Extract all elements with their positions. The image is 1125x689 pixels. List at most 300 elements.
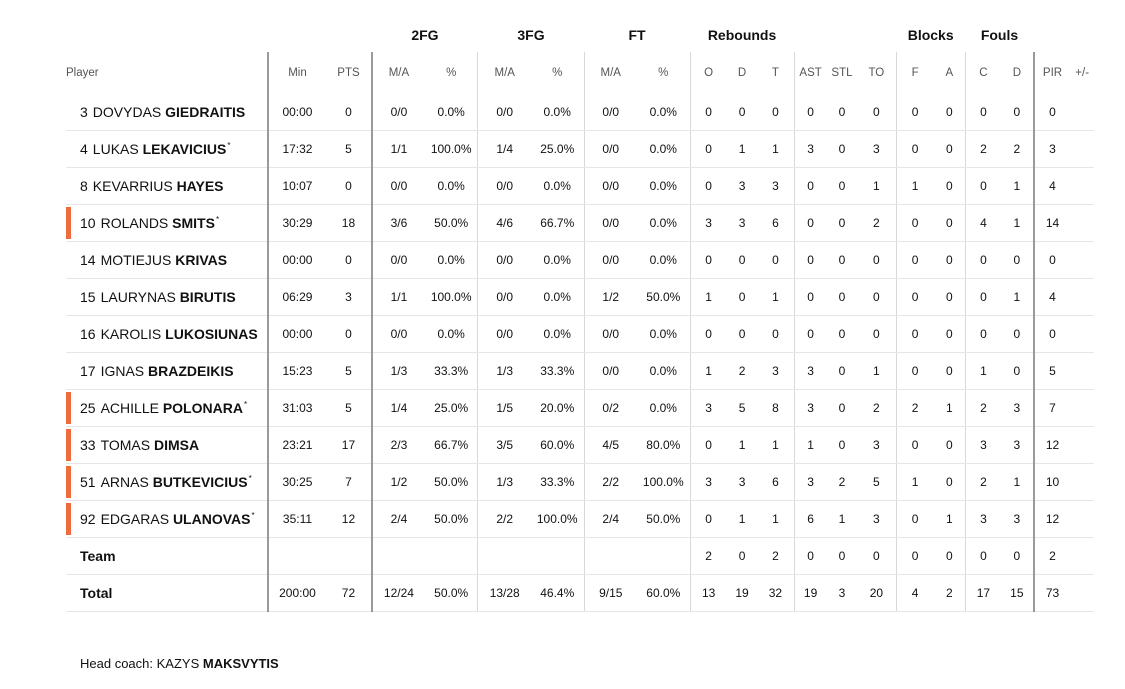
stat-fd: 1 — [1001, 464, 1034, 501]
stat-pir: 73 — [1034, 575, 1071, 612]
stat-fg3: 13/28 — [478, 575, 531, 612]
stat-ft: 0/0 — [584, 316, 637, 353]
stat-fg3: 1/3 — [478, 353, 531, 390]
stat-pts: 5 — [326, 390, 372, 427]
stat-fg3p: 100.0% — [531, 501, 584, 538]
stat-ftp: 50.0% — [637, 279, 690, 316]
player-name-cell — [66, 168, 268, 205]
stat-ast: 3 — [794, 390, 827, 427]
player-first-name: LUKAS — [92, 141, 139, 157]
stat-to: 0 — [857, 242, 896, 279]
starter-mark: * — [251, 511, 255, 521]
stat-pm — [1070, 575, 1094, 612]
player-row — [66, 316, 1094, 353]
stat-fg3p — [531, 538, 584, 575]
stat-fg3p: 0.0% — [531, 316, 584, 353]
stat-fg2p: 50.0% — [425, 205, 478, 242]
stat-stl: 1 — [827, 501, 858, 538]
stat-fg3p: 0.0% — [531, 168, 584, 205]
stat-fc: 0 — [965, 538, 1001, 575]
stat-ast: 1 — [794, 427, 827, 464]
stat-fg2p: 50.0% — [425, 464, 478, 501]
player-name-cell — [66, 205, 268, 242]
stat-fd: 0 — [1001, 538, 1034, 575]
stat-bf: 0 — [896, 94, 934, 131]
stat-fg3p: 46.4% — [531, 575, 584, 612]
stat-t: 8 — [757, 390, 794, 427]
stat-ba: 1 — [934, 501, 966, 538]
stat-fg2: 2/4 — [372, 501, 425, 538]
stat-fg3: 0/0 — [478, 316, 531, 353]
stat-fg3: 2/2 — [478, 501, 531, 538]
stat-fd: 3 — [1001, 501, 1034, 538]
stat-min: 00:00 — [268, 316, 326, 353]
player-first-name: TOMAS — [100, 437, 151, 453]
player-last-name: DIMSA — [154, 437, 200, 453]
player-first-name: EDGARAS — [100, 511, 170, 527]
stat-fg3: 0/0 — [478, 168, 531, 205]
group-2fg: 2FG — [411, 27, 439, 43]
stat-pir: 12 — [1034, 427, 1071, 464]
stat-d: 3 — [727, 464, 758, 501]
stat-o: 0 — [690, 94, 727, 131]
stat-stl: 0 — [827, 538, 858, 575]
stat-fd: 0 — [1001, 94, 1034, 131]
col-3fg-pct: % — [552, 67, 563, 79]
stat-min: 00:00 — [268, 94, 326, 131]
stat-pir: 0 — [1034, 94, 1071, 131]
stat-ba: 0 — [934, 427, 966, 464]
stat-stl: 0 — [827, 353, 858, 390]
stat-ftp: 0.0% — [637, 353, 690, 390]
player-name-cell — [66, 94, 268, 131]
stat-min: 200:00 — [268, 575, 326, 612]
stat-ba: 0 — [934, 316, 966, 353]
stat-fg3: 3/5 — [478, 427, 531, 464]
stat-d: 2 — [727, 353, 758, 390]
col-stl: STL — [831, 67, 853, 79]
stat-fg2: 0/0 — [372, 94, 425, 131]
stat-min: 10:07 — [268, 168, 326, 205]
stat-stl: 0 — [827, 205, 858, 242]
stat-pts: 3 — [326, 279, 372, 316]
stat-fd: 1 — [1001, 205, 1034, 242]
stat-ftp: 0.0% — [637, 205, 690, 242]
stat-o: 0 — [690, 427, 727, 464]
stat-fg2: 1/2 — [372, 464, 425, 501]
player-name-cell — [66, 427, 268, 464]
stat-d: 3 — [727, 168, 758, 205]
stat-stl: 0 — [827, 279, 858, 316]
stat-ftp: 0.0% — [637, 131, 690, 168]
stat-bf: 2 — [896, 390, 934, 427]
stat-d: 1 — [727, 427, 758, 464]
stat-ftp: 0.0% — [637, 390, 690, 427]
stat-fg2p: 66.7% — [425, 427, 478, 464]
stat-fg2: 1/3 — [372, 353, 425, 390]
stat-ba: 0 — [934, 279, 966, 316]
stat-pts: 18 — [326, 205, 372, 242]
stat-fg3: 1/3 — [478, 464, 531, 501]
player-number: 8 — [80, 178, 88, 194]
stat-bf: 0 — [896, 353, 934, 390]
stat-pir: 12 — [1034, 501, 1071, 538]
stat-fc: 2 — [965, 464, 1001, 501]
stat-bf: 0 — [896, 316, 934, 353]
stat-stl: 0 — [827, 427, 858, 464]
stat-fg2p: 0.0% — [425, 242, 478, 279]
stat-to: 2 — [857, 205, 896, 242]
head-coach — [80, 656, 279, 671]
stat-min: 06:29 — [268, 279, 326, 316]
stat-ast: 0 — [794, 538, 827, 575]
stat-ftp: 100.0% — [637, 464, 690, 501]
player-number: 25 — [80, 400, 96, 416]
player-last-name: HAYES — [176, 178, 224, 194]
stat-ftp: 0.0% — [637, 316, 690, 353]
stat-pm — [1070, 538, 1094, 575]
stat-ftp: 0.0% — [637, 168, 690, 205]
stat-bf: 4 — [896, 575, 934, 612]
stat-t: 32 — [757, 575, 794, 612]
stat-ft: 2/4 — [584, 501, 637, 538]
stat-t: 6 — [757, 464, 794, 501]
player-number: 15 — [80, 289, 96, 305]
stat-stl: 0 — [827, 390, 858, 427]
stat-fg3p: 20.0% — [531, 390, 584, 427]
stat-pm — [1070, 131, 1094, 168]
col-2fg-pct: % — [446, 67, 457, 79]
stat-ft: 2/2 — [584, 464, 637, 501]
player-first-name: ROLANDS — [100, 215, 169, 231]
player-number: 17 — [80, 363, 96, 379]
stat-fg2: 3/6 — [372, 205, 425, 242]
stat-fg3: 1/4 — [478, 131, 531, 168]
stat-pts: 0 — [326, 316, 372, 353]
stat-o: 3 — [690, 464, 727, 501]
stat-o: 1 — [690, 353, 727, 390]
stat-ast: 3 — [794, 131, 827, 168]
col-reb-o: O — [690, 52, 727, 94]
stat-fg3p: 0.0% — [531, 279, 584, 316]
player-name-cell — [66, 390, 268, 427]
stat-min: 15:23 — [268, 353, 326, 390]
stat-fg2p: 100.0% — [425, 279, 478, 316]
player-last-name: GIEDRAITIS — [165, 104, 246, 120]
group-ft: FT — [628, 27, 646, 43]
col-reb-t: T — [771, 67, 779, 79]
col-min: Min — [268, 52, 326, 94]
stat-fg3p: 33.3% — [531, 353, 584, 390]
stat-stl: 0 — [827, 94, 858, 131]
stat-ba: 0 — [934, 242, 966, 279]
starter-mark: * — [215, 215, 220, 225]
player-number: 3 — [80, 104, 88, 120]
stat-ft: 0/0 — [584, 205, 637, 242]
stat-min — [268, 538, 326, 575]
player-row — [66, 205, 1094, 242]
stat-o: 0 — [690, 316, 727, 353]
stat-fg2: 1/4 — [372, 390, 425, 427]
stat-d: 3 — [727, 205, 758, 242]
stat-ft — [584, 538, 637, 575]
stat-pir: 5 — [1034, 353, 1071, 390]
stat-d: 5 — [727, 390, 758, 427]
stat-ast: 3 — [794, 464, 827, 501]
stat-fg2 — [372, 538, 425, 575]
stat-pm — [1070, 464, 1094, 501]
stat-ftp: 50.0% — [637, 501, 690, 538]
stat-pts: 17 — [326, 427, 372, 464]
player-name-cell — [66, 131, 268, 168]
stat-fg3: 0/0 — [478, 242, 531, 279]
stat-ft: 0/0 — [584, 168, 637, 205]
player-first-name: DOVYDAS — [92, 104, 162, 120]
stat-pm — [1070, 242, 1094, 279]
stat-pir: 3 — [1034, 131, 1071, 168]
stat-d: 0 — [727, 316, 758, 353]
stat-fd: 1 — [1001, 279, 1034, 316]
stat-fg2: 0/0 — [372, 242, 425, 279]
stat-min: 30:29 — [268, 205, 326, 242]
stat-pm — [1070, 353, 1094, 390]
stat-fg2p: 0.0% — [425, 168, 478, 205]
player-row — [66, 279, 1094, 316]
player-name-cell — [66, 242, 268, 279]
stat-to: 20 — [857, 575, 896, 612]
player-row — [66, 131, 1094, 168]
col-reb-d: D — [737, 67, 747, 79]
stat-to: 0 — [857, 538, 896, 575]
stat-fg2p: 50.0% — [425, 575, 478, 612]
stat-fg3p: 33.3% — [531, 464, 584, 501]
stat-fg2: 0/0 — [372, 168, 425, 205]
boxscore-body — [66, 94, 1094, 612]
col-2fg-ma: M/A — [372, 52, 425, 94]
stat-ft: 0/0 — [584, 242, 637, 279]
stat-d: 0 — [727, 279, 758, 316]
stat-pm — [1070, 205, 1094, 242]
group-header-row — [66, 18, 1094, 52]
group-3fg: 3FG — [517, 27, 545, 43]
boxscore-table — [66, 18, 1094, 612]
stat-ft: 4/5 — [584, 427, 637, 464]
player-name-cell — [66, 279, 268, 316]
stat-pir: 14 — [1034, 205, 1071, 242]
stat-min: 17:32 — [268, 131, 326, 168]
stat-pts: 0 — [326, 168, 372, 205]
stat-o: 0 — [690, 131, 727, 168]
player-name-cell — [66, 316, 268, 353]
stat-min: 35:11 — [268, 501, 326, 538]
col-ft-ma: M/A — [584, 52, 637, 94]
stat-to: 3 — [857, 427, 896, 464]
player-last-name: POLONARA — [162, 400, 243, 416]
total-row-label: Total — [66, 575, 268, 612]
stat-pm — [1070, 94, 1094, 131]
stat-to: 1 — [857, 353, 896, 390]
column-header-row — [66, 52, 1094, 94]
stat-stl: 0 — [827, 316, 858, 353]
stat-d: 19 — [727, 575, 758, 612]
stat-o: 3 — [690, 205, 727, 242]
stat-ba: 0 — [934, 538, 966, 575]
stat-t: 6 — [757, 205, 794, 242]
stat-pm — [1070, 427, 1094, 464]
stat-d: 0 — [727, 94, 758, 131]
stat-min: 30:25 — [268, 464, 326, 501]
player-last-name: LEKAVICIUS — [142, 141, 227, 157]
stat-pts — [326, 538, 372, 575]
player-number: 92 — [80, 511, 96, 527]
stat-to: 0 — [857, 94, 896, 131]
stat-fg2p: 100.0% — [425, 131, 478, 168]
stat-fg3p: 0.0% — [531, 94, 584, 131]
stat-bf: 0 — [896, 242, 934, 279]
stat-fd: 3 — [1001, 427, 1034, 464]
col-to: TO — [868, 67, 885, 79]
player-first-name: IGNAS — [100, 363, 145, 379]
stat-ast: 3 — [794, 353, 827, 390]
player-row — [66, 168, 1094, 205]
stat-ft: 1/2 — [584, 279, 637, 316]
head-coach-last: MAKSVYTIS — [202, 656, 279, 671]
stat-fg2p: 33.3% — [425, 353, 478, 390]
stat-pm — [1070, 501, 1094, 538]
stat-ftp — [637, 538, 690, 575]
stat-fc: 0 — [965, 94, 1001, 131]
stat-fd: 0 — [1001, 353, 1034, 390]
player-row — [66, 390, 1094, 427]
stat-pts: 0 — [326, 94, 372, 131]
stat-o: 1 — [690, 279, 727, 316]
player-last-name: SMITS — [172, 215, 215, 231]
stat-pts: 0 — [326, 242, 372, 279]
player-last-name: BUTKEVICIUS — [152, 474, 248, 490]
stat-pts: 7 — [326, 464, 372, 501]
stat-fg3p: 25.0% — [531, 131, 584, 168]
stat-fg3p: 66.7% — [531, 205, 584, 242]
stat-fc: 4 — [965, 205, 1001, 242]
stat-pm — [1070, 316, 1094, 353]
player-last-name: BRAZDEIKIS — [148, 363, 234, 379]
col-blk-a: A — [945, 67, 954, 79]
starter-mark: * — [243, 400, 248, 410]
stat-t: 1 — [757, 427, 794, 464]
player-last-name: BIRUTIS — [179, 289, 236, 305]
stat-t: 0 — [757, 242, 794, 279]
stat-pm — [1070, 390, 1094, 427]
stat-ft: 0/2 — [584, 390, 637, 427]
stat-ast: 19 — [794, 575, 827, 612]
stat-pir: 2 — [1034, 538, 1071, 575]
stat-d: 1 — [727, 131, 758, 168]
player-number: 4 — [80, 141, 88, 157]
stat-fc: 0 — [965, 168, 1001, 205]
group-rebounds: Rebounds — [707, 27, 777, 43]
stat-ba: 0 — [934, 205, 966, 242]
head-coach-first: KAZYS — [156, 656, 200, 671]
stat-ftp: 60.0% — [637, 575, 690, 612]
stat-ft: 0/0 — [584, 353, 637, 390]
stat-t: 3 — [757, 353, 794, 390]
stat-bf: 0 — [896, 538, 934, 575]
boxscore-container — [66, 18, 1094, 612]
stat-d: 0 — [727, 538, 758, 575]
stat-o: 2 — [690, 538, 727, 575]
player-number: 14 — [80, 252, 96, 268]
stat-to: 5 — [857, 464, 896, 501]
player-last-name: ULANOVAS — [172, 511, 251, 527]
stat-to: 3 — [857, 501, 896, 538]
player-name-cell — [66, 353, 268, 390]
player-row — [66, 353, 1094, 390]
stat-o: 0 — [690, 242, 727, 279]
player-row — [66, 242, 1094, 279]
total-row — [66, 575, 1094, 612]
stat-bf: 0 — [896, 501, 934, 538]
stat-min: 00:00 — [268, 242, 326, 279]
player-first-name: KAROLIS — [100, 326, 162, 342]
group-blocks: Blocks — [907, 27, 954, 43]
stat-pts: 5 — [326, 131, 372, 168]
stat-d: 0 — [727, 242, 758, 279]
col-ft-pct: % — [658, 67, 669, 79]
stat-bf: 0 — [896, 427, 934, 464]
stat-fd: 15 — [1001, 575, 1034, 612]
stat-ba: 0 — [934, 464, 966, 501]
player-row — [66, 94, 1094, 131]
stat-fc: 0 — [965, 279, 1001, 316]
stat-fg2p — [425, 538, 478, 575]
stat-fc: 2 — [965, 131, 1001, 168]
player-number: 16 — [80, 326, 96, 342]
stat-t: 2 — [757, 538, 794, 575]
stat-ba: 0 — [934, 94, 966, 131]
stat-bf: 0 — [896, 205, 934, 242]
player-last-name: LUKOSIUNAS — [165, 326, 258, 342]
stat-bf: 1 — [896, 464, 934, 501]
col-pts: PTS — [337, 67, 360, 79]
col-pir: PIR — [1034, 52, 1071, 94]
stat-stl: 3 — [827, 575, 858, 612]
stat-fg3p: 60.0% — [531, 427, 584, 464]
player-last-name: KRIVAS — [175, 252, 228, 268]
stat-t: 0 — [757, 94, 794, 131]
stat-ast: 0 — [794, 94, 827, 131]
stat-bf: 0 — [896, 279, 934, 316]
stat-fc: 17 — [965, 575, 1001, 612]
stat-to: 0 — [857, 316, 896, 353]
col-player: Player — [66, 67, 99, 79]
group-fouls: Fouls — [980, 27, 1019, 43]
stat-ast: 0 — [794, 242, 827, 279]
player-number: 51 — [80, 474, 96, 490]
stat-ft: 0/0 — [584, 131, 637, 168]
stat-pts: 12 — [326, 501, 372, 538]
stat-ba: 0 — [934, 168, 966, 205]
stat-stl: 0 — [827, 168, 858, 205]
stat-min: 23:21 — [268, 427, 326, 464]
stat-fg2: 1/1 — [372, 279, 425, 316]
stat-ftp: 0.0% — [637, 242, 690, 279]
stat-fd: 2 — [1001, 131, 1034, 168]
stat-d: 1 — [727, 501, 758, 538]
stat-fc: 1 — [965, 353, 1001, 390]
col-3fg-ma: M/A — [478, 52, 531, 94]
stat-t: 1 — [757, 501, 794, 538]
stat-fd: 0 — [1001, 316, 1034, 353]
